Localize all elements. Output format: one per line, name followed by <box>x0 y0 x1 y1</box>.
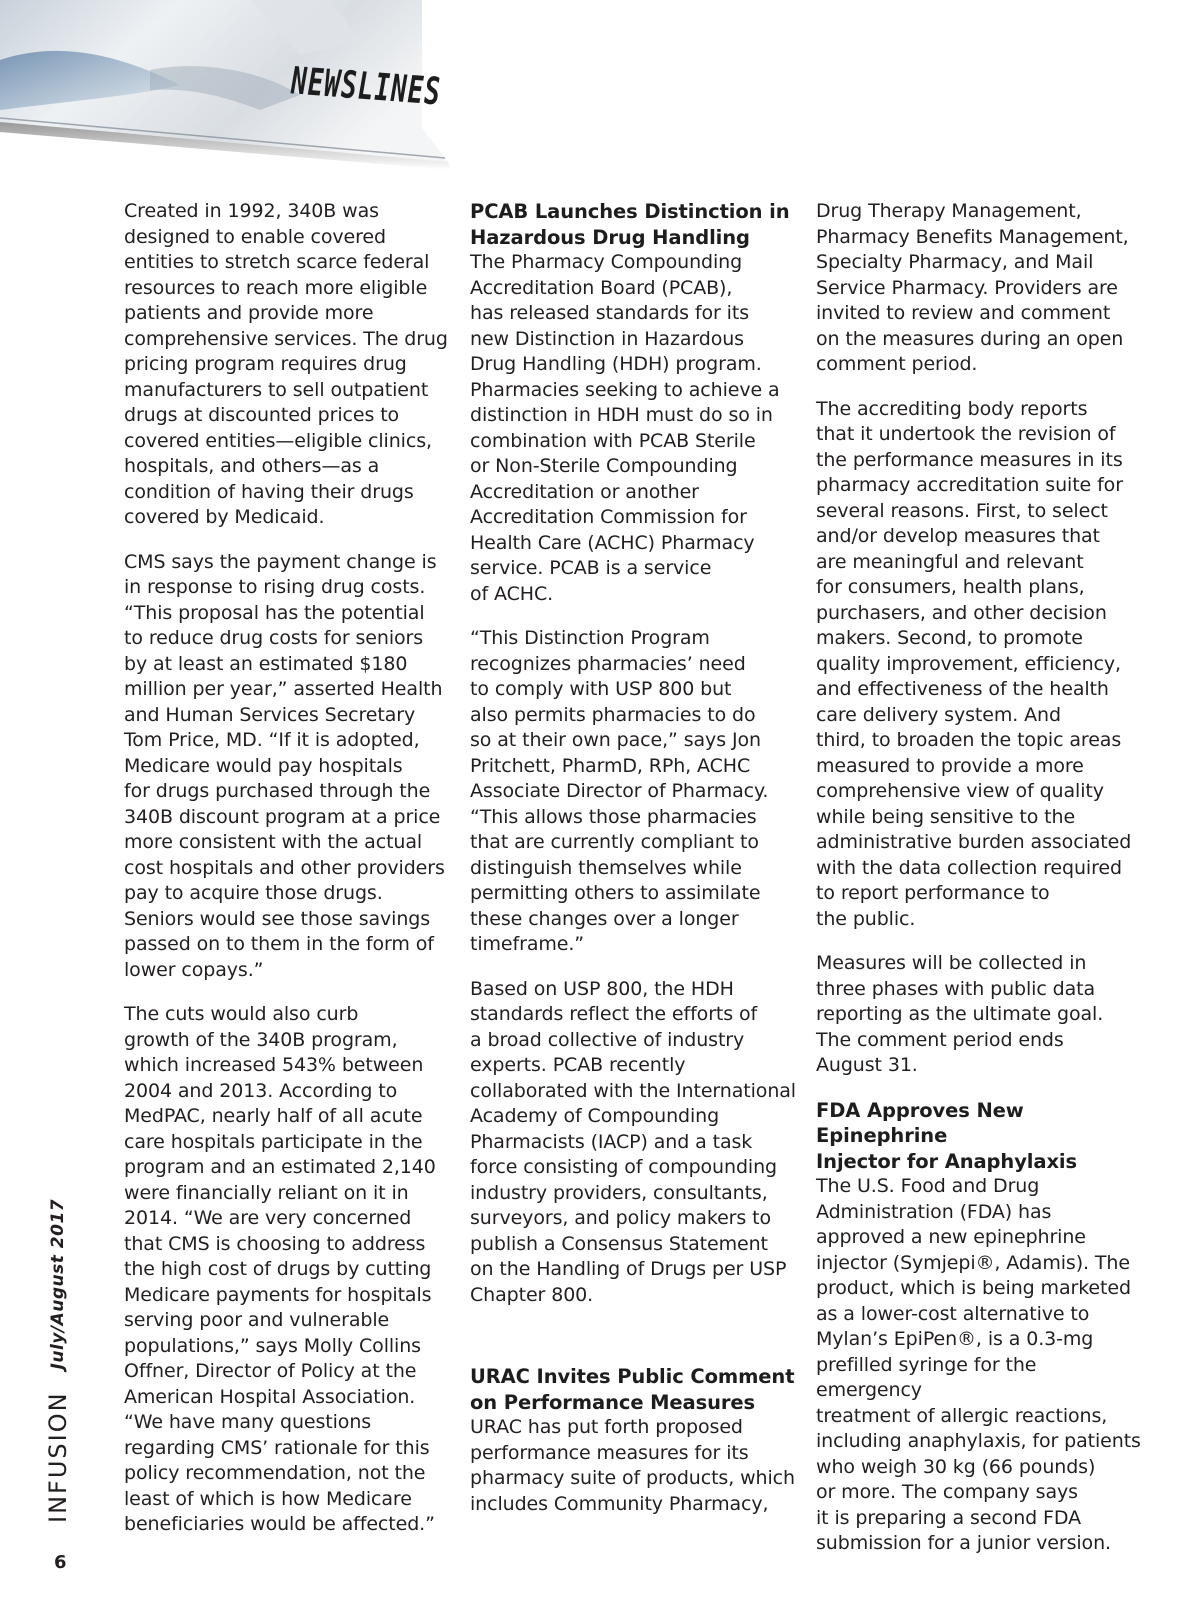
magazine-name: INFUSION <box>44 1391 72 1523</box>
column-2 <box>470 199 800 1536</box>
body-paragraph: CMS says the payment change is in response to rising drug costs. “This proposal has the potential to reduce drug costs for seniors by at least an estimated $180 million per year,” asserted Health and Human Services Secretary Tom Price, MD. “If it is adopted, Medicare would pay hospitals for drugs purchased through the 340B discount program at a price more consistent with the actual cost hospitals and other providers pay to acquire those drugs. Seniors would see those savings passed on to them in the form of lower copays.” <box>124 550 445 981</box>
folio <box>38 1043 78 1523</box>
body-paragraph: The U.S. Food and Drug Administration (FDA) has approved a new epinephrine injector (Symjepi®, Adamis). The product, which is being marketed as a lower-cost alternative to Mylan’s EpiPen®, is a 0.3-mg prefilled syringe for the emergency treatment of allergic reactions, including anaphylaxis, for patients who weigh 30 kg (66 pounds) or more. The company says it is preparing a second FDA submission for a junior version. <box>816 1175 1141 1554</box>
body-paragraph: Based on USP 800, the HDH standards reflect the efforts of a broad collective of industry experts. PCAB recently collaborated with the International Academy of Compounding Pharmacists (IACP) and a task force consisting of compounding industry providers, consultants, surveyors, and policy makers to publish a Consensus Statement on the Handling of Drugs per USP Chapter 800. <box>470 977 796 1306</box>
body-paragraph: Measures will be collected in three phases with public data reporting as the ultimate goal. The comment period ends August 31. <box>816 952 1104 1076</box>
body-paragraph: Created in 1992, 340B was designed to enable covered entities to stretch scarce federal resources to reach more eligible patients and provide more comprehensive services. The drug pricing program requires drug manufacturers to sell outpatient drugs at discounted prices to covered entities—eligible clinics, hospitals, and others—as a condition of having their drugs covered by Medicaid. <box>124 200 448 528</box>
column-3 <box>816 199 1146 1576</box>
body-paragraph: The Pharmacy Compounding Accreditation Board (PCAB), has released standards for its new Distinction in Hazardous Drug Handling (HDH) program. Pharmacies seeking to achieve a distinction in HDH must do so in combination with PCAB Sterile or Non-Sterile Compounding Accreditation or another Accreditation Commission for Health Care (ACHC) Pharmacy service. PCAB is a service of ACHC. <box>470 251 780 605</box>
column-1 <box>124 199 449 1557</box>
body-paragraph: The accrediting body reports that it undertook the revision of the performance measures in its pharmacy accreditation suite for several reasons. First, to select and/or develop measures that are meaningful and relevant for consumers, health plans, purchasers, and other decision makers. Second, to promote quality improvement, efficiency, and effectiveness of the health care delivery system. And third, to broaden the topic areas measured to provide a more comprehensive view of quality while being sensitive to the administrative burden associated with the data collection required to report performance to the public. <box>816 397 1132 930</box>
page-number: 6 <box>54 1552 67 1573</box>
body-paragraph: The cuts would also curb growth of the 340B program, which increased 543% between 2004 and 2013. According to MedPAC, nearly half of all acute care hospitals participate in the program and an estimated 2,140 were financially reliant on it in 2014. “We are very concerned that CMS is choosing to address the high cost of drugs by cutting Medicare payments for hospitals serving poor and vulnerable populations,” says Molly Collins Offner, Director of Policy at the American Hospital Association. “We have many questions regarding CMS’ rationale for this policy recommendation, not the least of which is how Medicare beneficiaries would be affected.” <box>124 1003 436 1535</box>
issue-date: July/August 2017 <box>48 1198 68 1370</box>
headline-urac: URAC Invites Public Comment on Performance Measures <box>470 1365 795 1414</box>
headline-fda: FDA Approves New Epinephrine Injector for Anaphylaxis <box>816 1098 1078 1173</box>
headline-pcab: PCAB Launches Distinction in Hazardous Drug Handling <box>470 200 790 249</box>
section-label: NEWSLINES <box>290 60 442 115</box>
body-paragraph: URAC has put forth proposed performance measures for its pharmacy suite of products, which includes Community Pharmacy, <box>470 1416 795 1515</box>
body-paragraph: Drug Therapy Management, Pharmacy Benefits Management, Specialty Pharmacy, and Mail Service Pharmacy. Providers are invited to review and comment on the measures during an open comment period. <box>816 200 1129 375</box>
body-paragraph: “This Distinction Program recognizes pharmacies’ need to comply with USP 800 but also permits pharmacies to do so at their own pace,” says Jon Pritchett, PharmD, RPh, ACHC Associate Director of Pharmacy. “This allows those pharmacies that are currently compliant to distinguish themselves while permitting others to assimilate these changes over a longer timeframe.” <box>470 627 769 955</box>
